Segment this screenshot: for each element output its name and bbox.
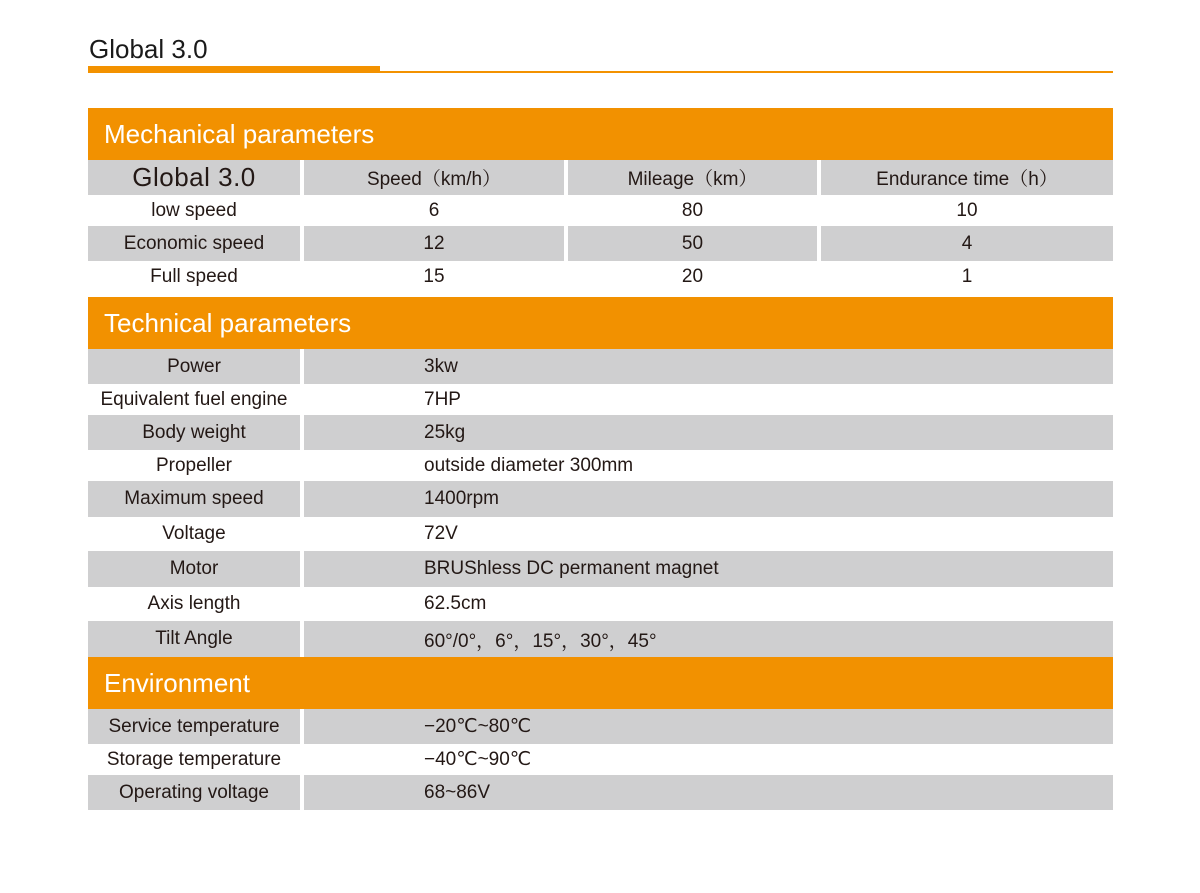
table-row xyxy=(88,415,1113,450)
spec-value: −40℃~90℃ xyxy=(424,749,532,770)
row-endurance: 10 xyxy=(956,199,978,221)
table-row xyxy=(88,517,1113,551)
column-header-mileage: Mileage（km） xyxy=(568,160,817,195)
spec-label: Power xyxy=(88,349,300,384)
column-header-endurance: Endurance time（h） xyxy=(821,160,1113,195)
table-row xyxy=(88,384,1113,415)
page-title: Global 3.0 xyxy=(89,34,208,64)
spec-label: Axis length xyxy=(147,593,241,614)
table-row xyxy=(88,744,1113,775)
table-row xyxy=(88,587,1113,621)
spec-value: BRUShless DC permanent magnet xyxy=(304,551,1113,587)
table-row xyxy=(88,551,1113,587)
row-endurance: 4 xyxy=(821,226,1113,261)
spec-label: Motor xyxy=(88,551,300,587)
spec-value: 3kw xyxy=(304,349,1113,384)
mechanical-parameters-table xyxy=(88,108,1113,292)
row-speed: 6 xyxy=(428,199,440,221)
spec-label: Body weight xyxy=(88,415,300,450)
table-row xyxy=(88,195,1113,226)
row-mileage: 50 xyxy=(568,226,817,261)
spec-value: −20℃~80℃ xyxy=(304,709,1113,744)
spec-value: 1400rpm xyxy=(304,481,1113,517)
table-row xyxy=(88,775,1113,810)
column-header-model: Global 3.0 xyxy=(88,160,300,195)
table-row xyxy=(88,226,1113,261)
section-header-technical: Technical parameters xyxy=(88,297,1113,349)
column-header-speed: Speed（km/h） xyxy=(304,160,564,195)
title-underline-accent xyxy=(88,66,380,73)
table-row xyxy=(88,349,1113,384)
spec-label: Storage temperature xyxy=(106,748,282,770)
section-header-mechanical: Mechanical parameters xyxy=(88,108,1113,160)
table-header-row xyxy=(88,160,1113,195)
spec-value: 68~86V xyxy=(304,775,1113,810)
table-row xyxy=(88,621,1113,657)
row-speed: 15 xyxy=(423,265,445,287)
row-mode: low speed xyxy=(151,199,237,221)
spec-label: Equivalent fuel engine xyxy=(100,388,288,410)
section-header-environment: Environment xyxy=(88,657,1113,709)
table-row xyxy=(88,261,1113,292)
spec-value: outside diameter 300mm xyxy=(424,454,634,476)
table-row xyxy=(88,450,1113,481)
spec-value: 7HP xyxy=(424,388,461,410)
row-mileage: 20 xyxy=(681,265,704,287)
row-mode: Economic speed xyxy=(88,226,300,261)
spec-value: 72V xyxy=(424,523,458,544)
spec-value: 25kg xyxy=(304,415,1113,450)
spec-label: Service temperature xyxy=(88,709,300,744)
environment-table xyxy=(88,657,1113,810)
spec-label: Maximum speed xyxy=(88,481,300,517)
technical-parameters-table xyxy=(88,297,1113,657)
spec-value: 62.5cm xyxy=(424,593,487,614)
spec-label: Operating voltage xyxy=(88,775,300,810)
row-mileage: 80 xyxy=(681,199,704,221)
table-row xyxy=(88,709,1113,744)
spec-label: Tilt Angle xyxy=(88,621,300,657)
row-speed: 12 xyxy=(304,226,564,261)
table-row xyxy=(88,481,1113,517)
row-mode: Full speed xyxy=(150,265,238,287)
spec-value: 60°/0°，6°，15°，30°，45° xyxy=(304,621,1113,657)
spec-label: Voltage xyxy=(162,523,226,544)
row-endurance: 1 xyxy=(961,265,973,287)
spec-label: Propeller xyxy=(155,454,233,476)
